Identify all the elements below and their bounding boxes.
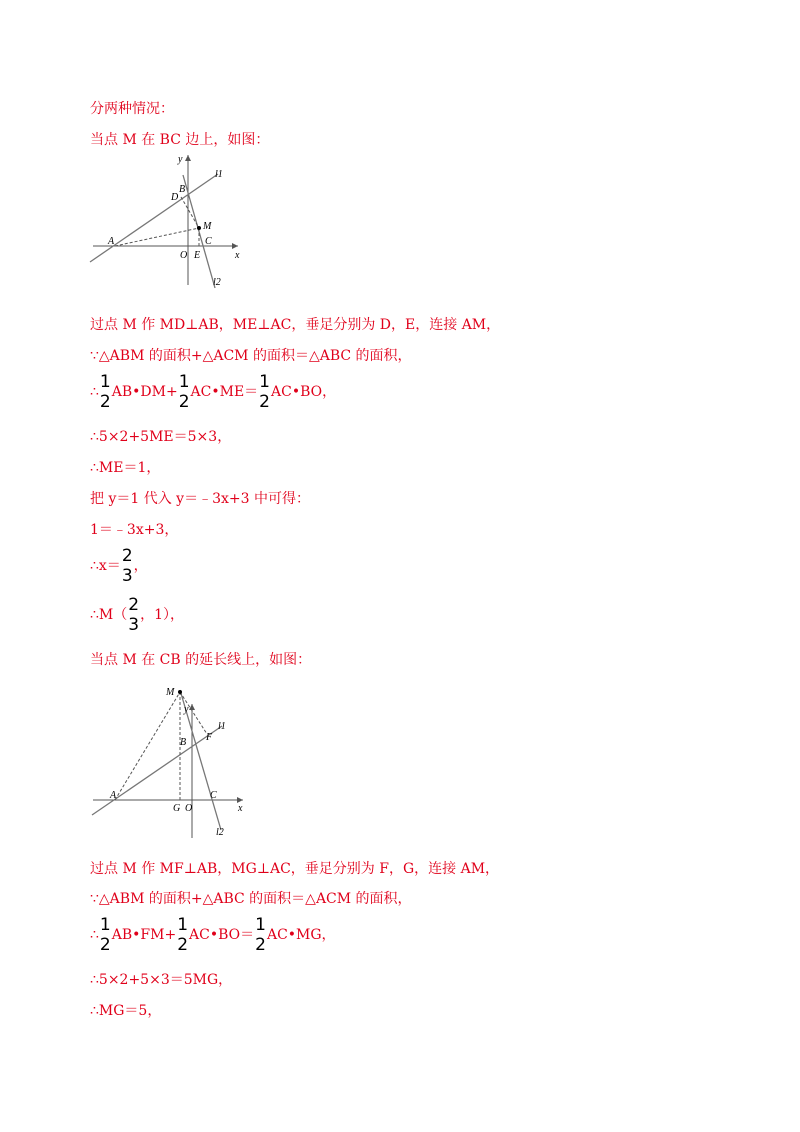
fraction-half: 1 2 <box>177 915 189 955</box>
line-case1-intro: 当点 M 在 BC 边上，如图： <box>90 132 270 148</box>
fig1-label-l2: l2 <box>213 277 221 288</box>
fig2-label-y: y <box>184 704 189 715</box>
term-ac-me: AC•ME＝ <box>190 384 259 400</box>
fig2-label-O: O <box>185 803 193 814</box>
line-construct2: 过点 M 作 MF⊥AB，MG⊥AC，垂足分别为 F，G，连接 AM， <box>90 861 500 877</box>
therefore-symbol: ∴ <box>90 384 99 400</box>
line-area-relation2: ∵△ABM 的面积+△ABC 的面积＝△ACM 的面积， <box>90 891 412 907</box>
m-close: ，1）， <box>140 607 184 623</box>
line-case2-intro: 当点 M 在 CB 的延长线上，如图： <box>90 652 312 668</box>
line-construct1: 过点 M 作 MD⊥AB，ME⊥AC，垂足分别为 D，E，连接 AM， <box>90 317 501 333</box>
line-x-value <box>90 546 148 586</box>
line-cases: 分两种情况： <box>90 101 174 117</box>
fig2-label-M: M <box>166 687 175 698</box>
fig1-label-E: E <box>194 250 201 261</box>
term-ac-bo: AC•BO＝ <box>189 927 255 943</box>
line-area-equation1 <box>90 372 336 412</box>
fig1-label-y: y <box>178 154 183 165</box>
fraction-half: 1 2 <box>259 372 270 412</box>
x-equals: ∴x＝ <box>90 558 121 574</box>
term-ab-dm: AB•DM+ <box>111 384 178 400</box>
fig1-label-A: A <box>108 236 115 247</box>
line-m-coordinates <box>90 595 184 635</box>
fig2-label-A: A <box>110 790 117 801</box>
fraction-half: 1 2 <box>99 915 111 955</box>
figure-case2 <box>88 678 258 843</box>
line-substitute-y: 把 y＝1 代入 y＝﹣3x+3 中可得： <box>90 491 310 507</box>
fraction-two-thirds: 2 3 <box>128 595 140 635</box>
fig2-label-x: x <box>238 803 243 814</box>
fig1-label-C: C <box>205 236 212 247</box>
line-me-value: ∴ME＝1， <box>90 460 161 476</box>
fig1-label-D: D <box>171 192 179 203</box>
line-substitution1: ∴5×2+5ME＝5×3， <box>90 429 232 445</box>
fig2-label-l1: l1 <box>218 721 226 732</box>
fig2-label-l2: l2 <box>216 827 224 838</box>
fig2-label-F: F <box>206 732 213 743</box>
fig1-label-O: O <box>180 250 188 261</box>
fig1-label-M: M <box>203 221 212 232</box>
fig1-label-B: B <box>179 184 186 195</box>
comma: ， <box>133 558 148 574</box>
fig2-label-G: G <box>173 803 181 814</box>
term-ac-bo: AC•BO， <box>271 384 337 400</box>
fraction-half: 1 2 <box>99 372 111 412</box>
term-ab-fm: AB•FM+ <box>111 927 177 943</box>
line-substitution2: ∴5×2+5×3＝5MG， <box>90 972 233 988</box>
term-ac-mg: AC•MG， <box>266 927 336 943</box>
fig1-label-x: x <box>235 250 240 261</box>
fraction-half: 1 2 <box>178 372 190 412</box>
line-area-relation1: ∵△ABM 的面积+△ACM 的面积＝△ABC 的面积， <box>90 348 412 364</box>
line-area-equation2 <box>90 915 336 955</box>
therefore-symbol: ∴ <box>90 927 99 943</box>
figure-case1 <box>88 150 258 290</box>
m-open: ∴M（ <box>90 607 128 623</box>
fraction-two-thirds: 2 3 <box>121 546 133 586</box>
fig1-label-l1: l1 <box>215 169 223 180</box>
fig2-label-C: C <box>210 790 217 801</box>
line-equation-x: 1＝﹣3x+3， <box>90 522 179 538</box>
line-mg-value: ∴MG＝5， <box>90 1003 162 1019</box>
fraction-half: 1 2 <box>255 915 266 955</box>
fig2-label-B: B <box>180 737 187 748</box>
